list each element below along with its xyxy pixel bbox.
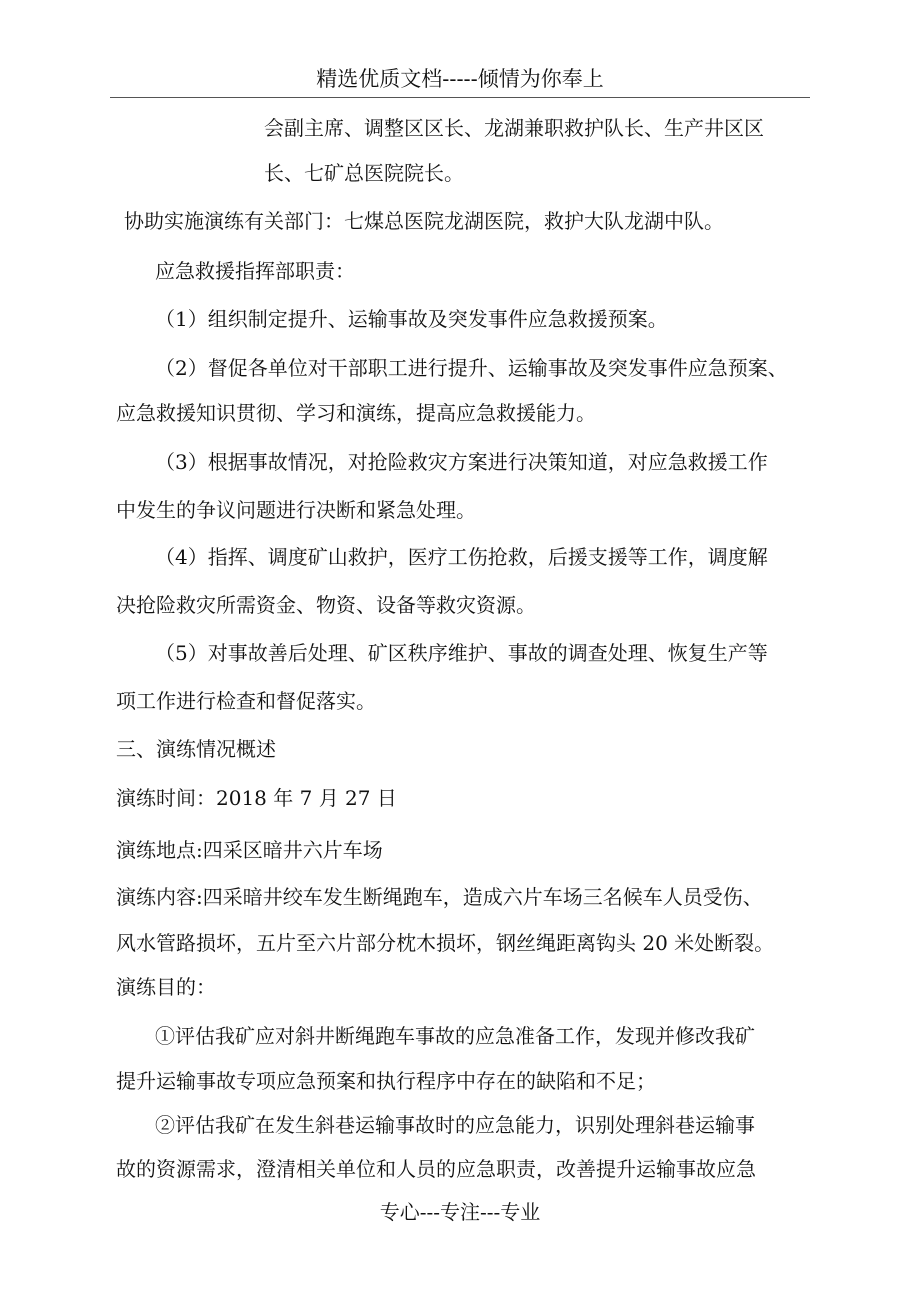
text-line: 会副主席、调整区区长、龙湖兼职救护队长、生产井区区: [264, 116, 764, 140]
text-line: 提升运输事故专项应急预案和执行程序中存在的缺陷和不足；: [116, 1069, 656, 1093]
page-header: 精选优质文档-----倾情为你奉上: [316, 67, 604, 91]
text-line: 长、七矿总医院院长。: [264, 161, 464, 185]
text-line: （3）根据事故情况，对抢险救灾方案进行决策知道，对应急救援工作: [155, 450, 768, 474]
text-line: 协助实施演练有关部门：七煤总医院龙湖医院，救护大队龙湖中队。: [124, 209, 724, 233]
header-divider: [110, 97, 810, 98]
text-line: 应急救援指挥部职责：: [155, 259, 355, 283]
text-line: （2）督促各单位对干部职工进行提升、运输事故及突发事件应急预案、: [155, 356, 788, 380]
text-line: 演练地点:四采区暗井六片车场: [116, 838, 383, 862]
page-footer: 专心---专注---专业: [379, 1200, 541, 1224]
text-line: （5）对事故善后处理、矿区秩序维护、事故的调查处理、恢复生产等: [155, 641, 768, 665]
text-line: 演练目的：: [116, 975, 216, 999]
text-line: （1）组织制定提升、运输事故及突发事件应急救援预案。: [155, 307, 668, 331]
text-line: 风水管路损坏，五片至六片部分枕木损坏，钢丝绳距离钩头 20 米处断裂。: [116, 931, 775, 955]
text-line: 中发生的争议问题进行决断和紧急处理。: [116, 498, 476, 522]
section-heading: 三、演练情况概述: [116, 737, 276, 761]
text-line: 应急救援知识贯彻、学习和演练，提高应急救援能力。: [116, 401, 596, 425]
text-line: （4）指挥、调度矿山救护，医疗工伤抢救，后援支援等工作，调度解: [155, 545, 768, 569]
text-line: ①评估我矿应对斜井断绳跑车事故的应急准备工作，发现并修改我矿: [155, 1024, 755, 1048]
text-line: 演练时间：2018 年 7 月 27 日: [116, 786, 397, 810]
text-line: 演练内容:四采暗井绞车发生断绳跑车，造成六片车场三名候车人员受伤、: [116, 885, 763, 909]
text-line: 故的资源需求，澄清相关单位和人员的应急职责，改善提升运输事故应急: [116, 1157, 756, 1181]
text-line: 决抢险救灾所需资金、物资、设备等救灾资源。: [116, 593, 536, 617]
text-line: ②评估我矿在发生斜巷运输事故时的应急能力，识别处理斜巷运输事: [155, 1113, 755, 1137]
text-line: 项工作进行检查和督促落实。: [116, 689, 376, 713]
